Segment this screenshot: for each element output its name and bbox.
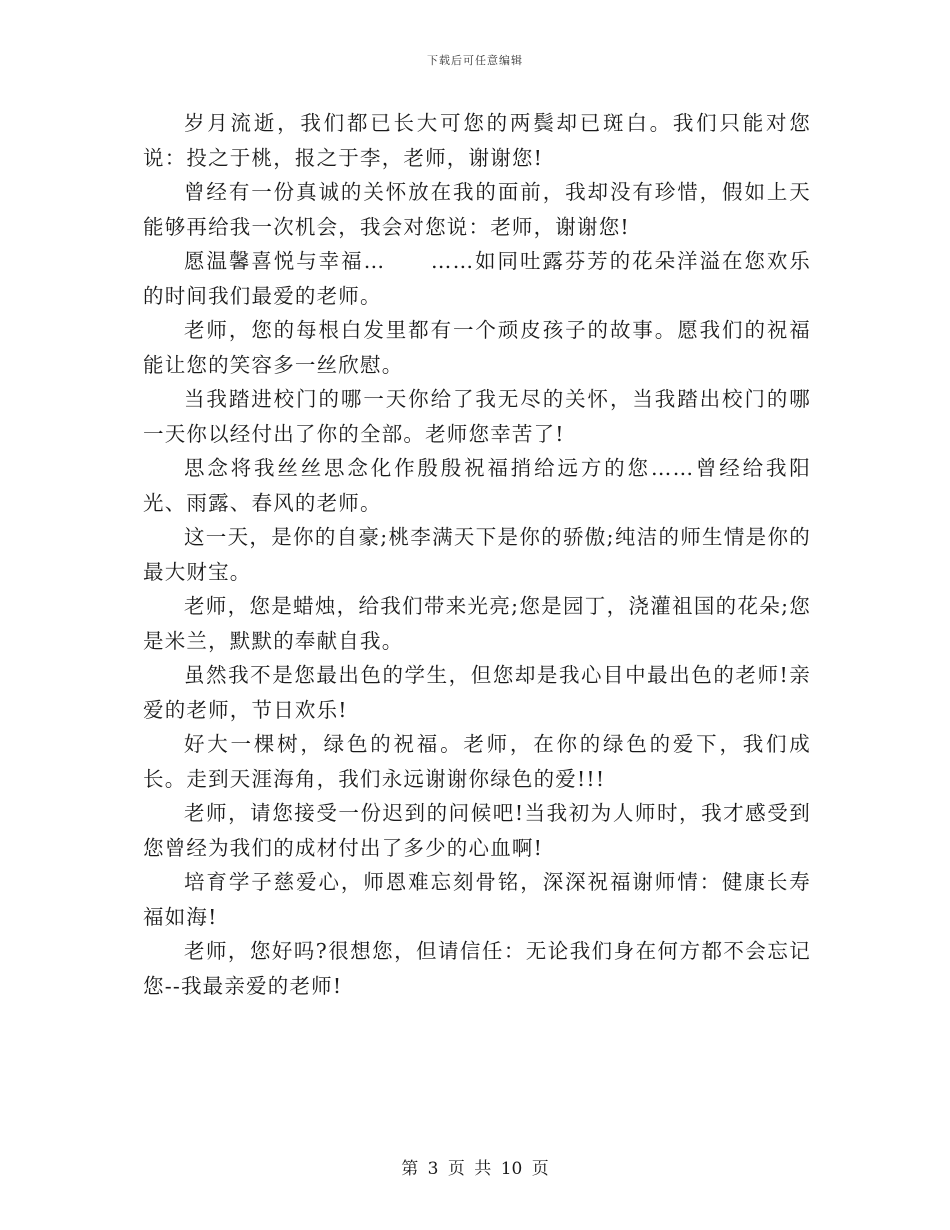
paragraph: 老师，您是蜡烛，给我们带来光亮;您是园丁，浇灌祖国的花朵;您是米兰，默默的奉献自我。 [143,594,811,653]
paragraph: 好大一棵树，绿色的祝福。老师，在你的绿色的爱下，我们成长。走到天涯海角，我们永远谢谢你绿色的爱!!! [143,732,811,791]
page-number-footer: 第 3 页 共 10 页 [401,1159,549,1179]
paragraph: 老师，您的每根白发里都有一个顽皮孩子的故事。愿我们的祝福能让您的笑容多一丝欣慰。 [143,318,811,377]
paragraph: 这一天，是你的自豪;桃李满天下是你的骄傲;纯洁的师生情是你的最大财宝。 [143,525,811,584]
paragraph: 培育学子慈爱心，师恩难忘刻骨铭，深深祝福谢师情：健康长寿福如海! [143,870,811,929]
paragraph: 思念将我丝丝思念化作殷殷祝福捎给远方的您……曾经给我阳光、雨露、春风的老师。 [143,456,811,515]
page-header: 下载后可任意编辑 [427,54,523,67]
paragraph: 曾经有一份真诚的关怀放在我的面前，我却没有珍惜，假如上天能够再给我一次机会，我会对您说：老师，谢谢您! [143,180,811,239]
paragraph: 愿温馨喜悦与幸福… ……如同吐露芬芳的花朵洋溢在您欢乐的时间我们最爱的老师。 [143,249,811,308]
paragraph: 老师，您好吗?很想您，但请信任：无论我们身在何方都不会忘记您--我最亲爱的老师! [143,939,811,998]
paragraph: 老师，请您接受一份迟到的问候吧!当我初为人师时，我才感受到您曾经为我们的成材付出了多少的心血啊! [143,801,811,860]
document-body [143,106,811,1003]
paragraph: 虽然我不是您最出色的学生，但您却是我心目中最出色的老师!亲爱的老师，节日欢乐! [143,663,811,722]
paragraph: 当我踏进校门的哪一天你给了我无尽的关怀，当我踏出校门的哪一天你以经付出了你的全部。老师您幸苦了! [143,387,811,446]
paragraph: 岁月流逝，我们都已长大可您的两鬓却已斑白。我们只能对您说：投之于桃，报之于李，老师，谢谢您! [143,111,811,170]
